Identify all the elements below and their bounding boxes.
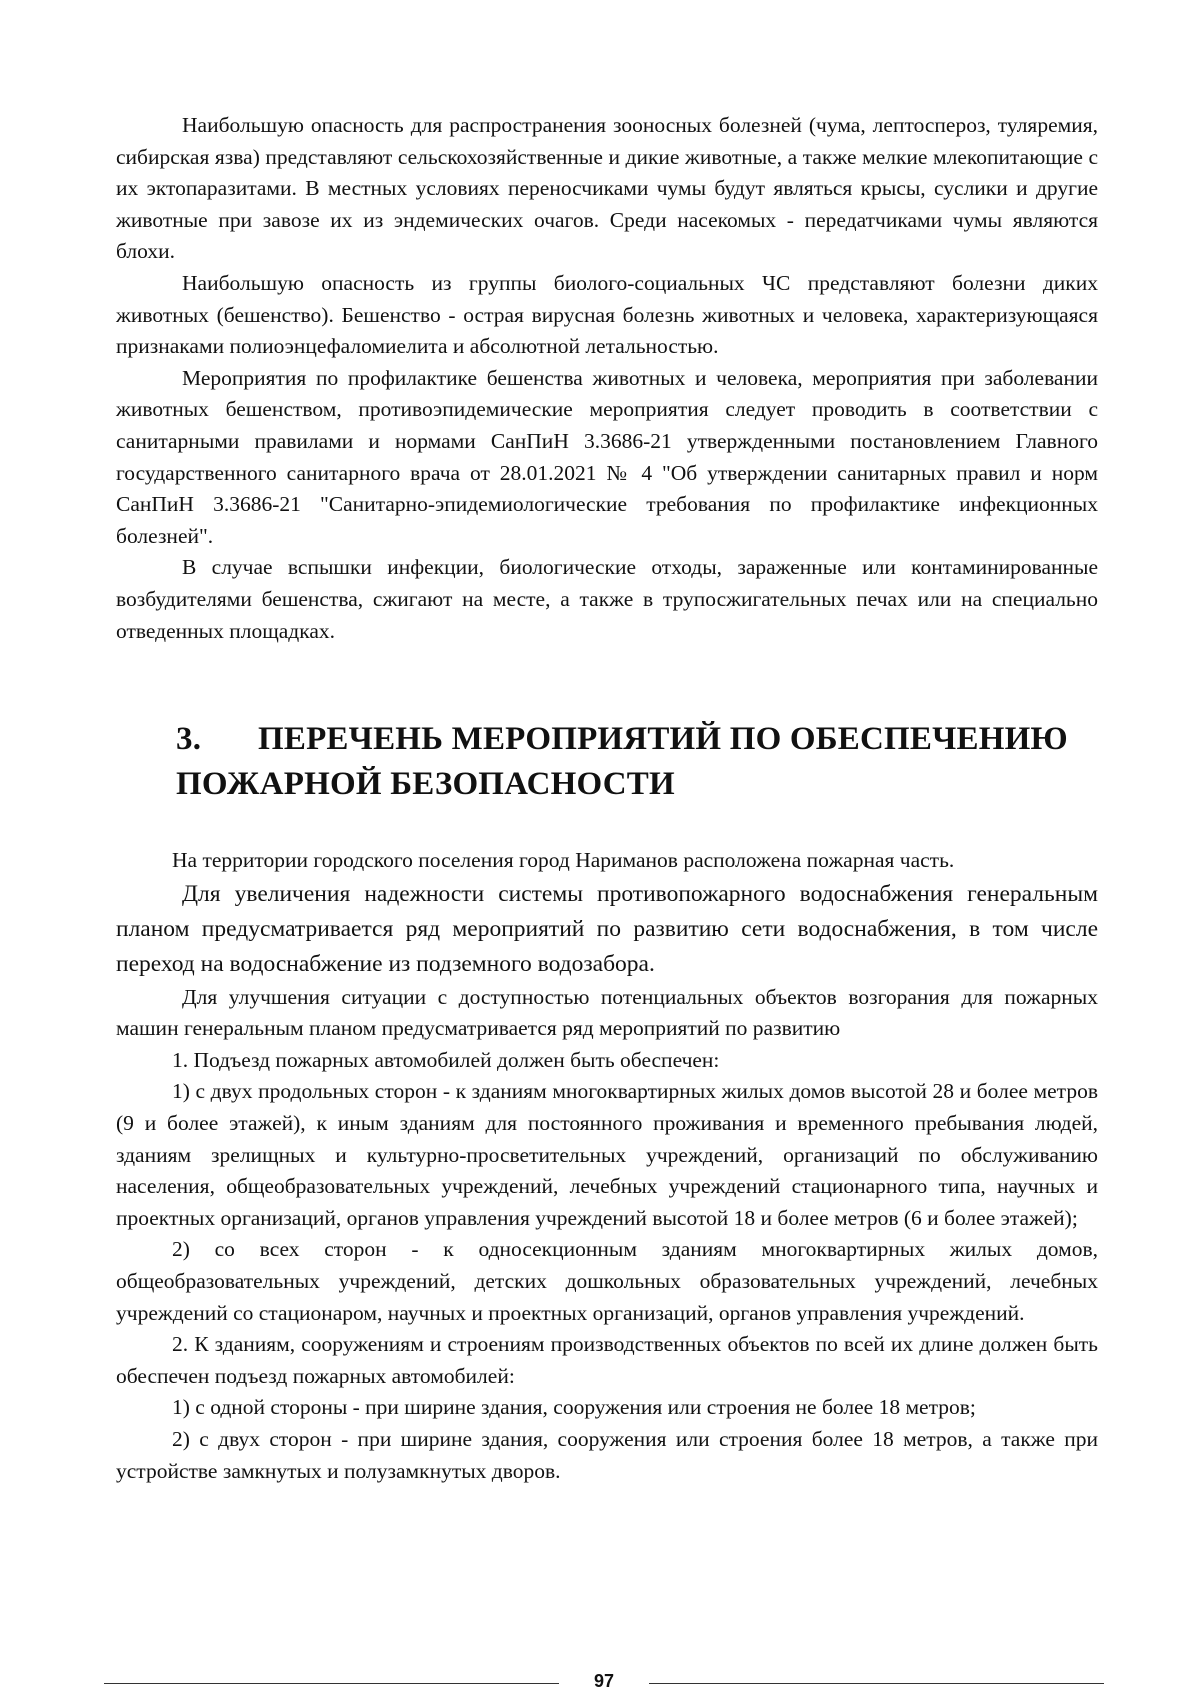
paragraph-fire-station: На территории городского поселения город Нариманов расположена пожарная часть.: [172, 848, 955, 873]
paragraph-item-2-2: 2) с двух сторон - при ширине здания, сооружения или строения более 18 метров, а также при устройстве замкнутых и полузамкнутых дворов.: [116, 1427, 1098, 1483]
section-title-line2: ПОЖАРНОЙ БЕЗОПАСНОСТИ: [176, 766, 675, 803]
paragraph-water-supply: Для увеличения надежности системы противопожарного водоснабжения генеральным планом предусматривается ряд мероприятий по развитию сети водоснабжения, в том числе переход на водоснабжение из подземного водозабора.: [116, 880, 1098, 977]
section-number: 3.: [176, 721, 202, 758]
page-footer: [104, 1671, 1104, 1703]
paragraph-rabies: Наибольшую опасность из группы биолого-социальных ЧС представляют болезни диких животных (бешенство). Бешенство - острая вирусная болезнь животных и человека, характеризующаяся признаками полиоэнцефаломиелита и абсолютной летальностью.: [116, 270, 1098, 359]
paragraph-item-1-2: 2) со всех сторон - к односекционным зданиям многоквартирных жилых домов, общеобразовательных учреждений, детских дошкольных образовательных учреждений, лечебных учреждений со стационаром, научных и проектных организаций, органов управления учреждений.: [116, 1237, 1098, 1325]
paragraph-zoonoses: Наибольшую опасность для распространения зооносных болезней (чума, лептоспероз, туляремия, сибирская язва) представляют сельскохозяйственные и дикие животные, а также мелкие млекопитающие с их эктопаразитами. В местных условиях переносчиками чумы будут являться крысы, суслики и другие животные при завозе их из эндемических очагов. Среди насекомых - передатчиками чумы являются блохи.: [116, 113, 1098, 264]
paragraph-item-2: 2. К зданиям, сооружениям и строениям производственных объектов по всей их длине должен быть обеспечен подъезд пожарных автомобилей:: [116, 1332, 1098, 1388]
document-page: [116, 110, 1098, 1487]
paragraph-accessibility: Для улучшения ситуации с доступностью потенциальных объектов возгорания для пожарных машин генеральным планом предусматривается ряд мероприятий по развитию: [116, 984, 1098, 1041]
page-number: 97: [593, 1671, 615, 1691]
section-title-line1: ПЕРЕЧЕНЬ МЕРОПРИЯТИЙ ПО ОБЕСПЕЧЕНИЮ: [258, 721, 1068, 758]
paragraph-item-1-1: 1) с двух продольных сторон - к зданиям многоквартирных жилых домов высотой 28 и более метров (9 и более этажей), к иным зданиям для постоянного проживания и временного пребывания людей, зданиям зрелищных и культурно-просветительных учреждений, организаций по обслуживанию населения, общеобразовательных учреждений, лечебных учреждений стационарного типа, научных и проектных организаций, органов управления учреждений высотой 18 и более метров (6 и более этажей);: [116, 1079, 1098, 1230]
paragraph-rabies-measures: Мероприятия по профилактике бешенства животных и человека, мероприятия при заболевании животных бешенством, противоэпидемические мероприятия следует проводить в соответствии с санитарными правилами и нормами СанПиН 3.3686-21 утвержденными постановлением Главного государственного санитарного врача от 28.01.2021 № 4 "Об утверждении санитарных правил и норм СанПиН 3.3686-21 "Санитарно-эпидемиологические требования по профилактике инфекционных болезней".: [116, 365, 1098, 548]
footer-rule-right: [649, 1683, 1104, 1684]
paragraph-item-1: 1. Подъезд пожарных автомобилей должен быть обеспечен:: [172, 1047, 720, 1072]
section-heading: [176, 717, 1098, 807]
paragraph-item-2-1: 1) с одной стороны - при ширине здания, сооружения или строения не более 18 метров;: [172, 1395, 976, 1420]
paragraph-outbreak-disposal: В случае вспышки инфекции, биологические отходы, зараженные или контаминированные возбудителями бешенства, сжигают на месте, а также в трупосжигательных печах или на специально отведенных площадках.: [116, 555, 1098, 643]
footer-rule-left: [104, 1683, 559, 1684]
